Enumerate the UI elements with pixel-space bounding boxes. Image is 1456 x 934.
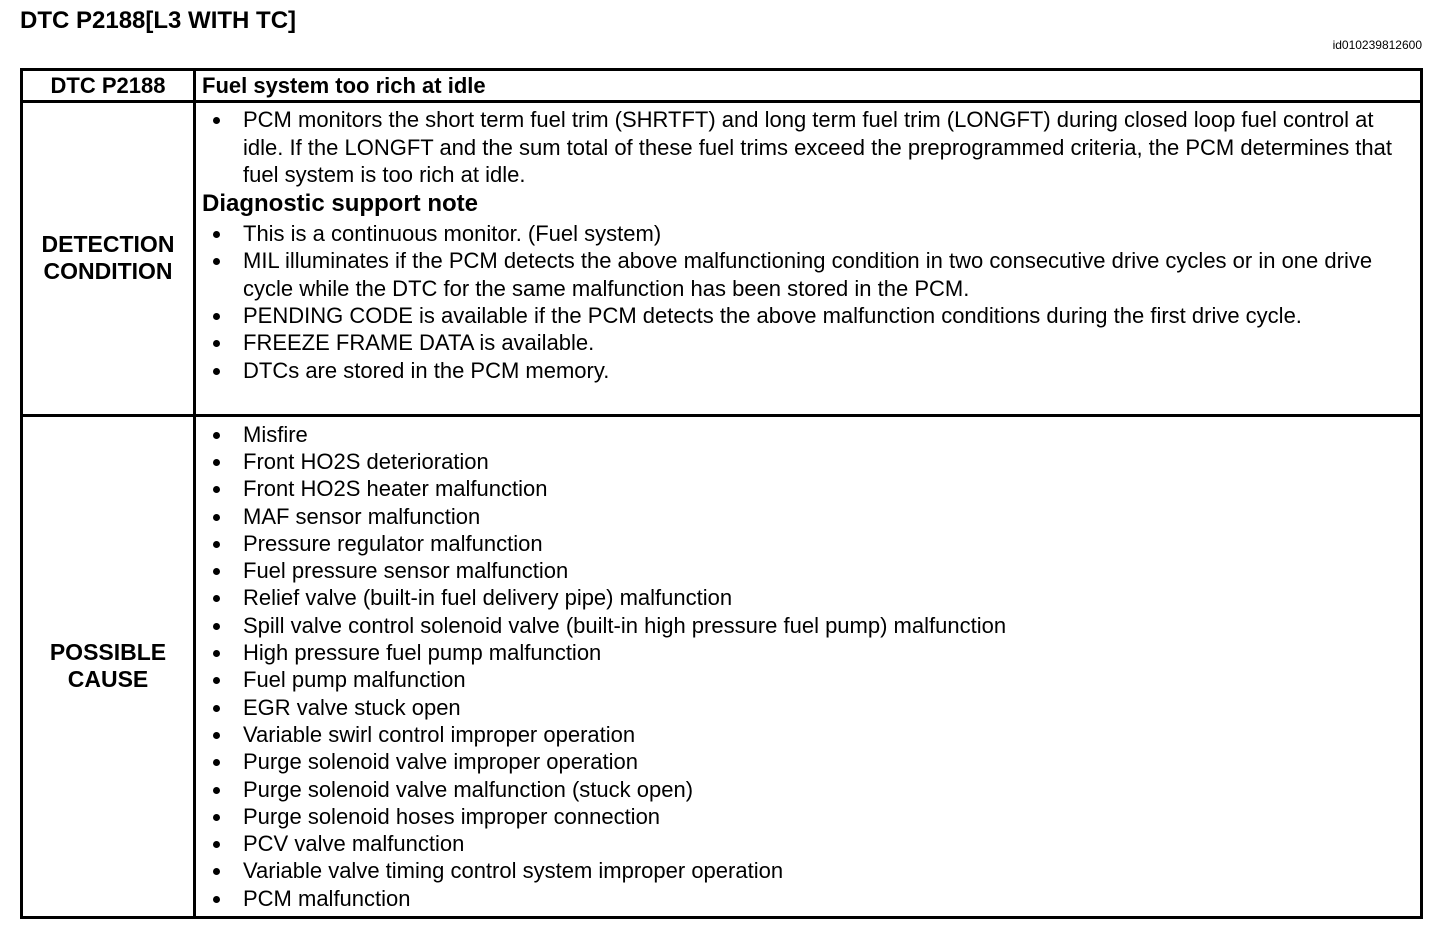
list-item: Purge solenoid hoses improper connection — [202, 803, 1408, 830]
list-item: Fuel pump malfunction — [202, 666, 1408, 693]
support-note-heading: Diagnostic support note — [202, 190, 478, 218]
list-item: DTCs are stored in the PCM memory. — [202, 357, 1408, 384]
list-item: PENDING CODE is available if the PCM detects the above malfunction conditions during the first drive cycle. — [202, 302, 1408, 329]
support-note-list — [202, 220, 1408, 384]
dtc-table — [20, 68, 1423, 919]
detection-label-line: CONDITION — [43, 258, 173, 285]
list-item: MAF sensor malfunction — [202, 503, 1408, 530]
detection-condition-row — [22, 102, 1422, 415]
possible-cause-label-line: POSSIBLE — [49, 639, 167, 666]
list-item: Relief valve (built-in fuel delivery pipe) malfunction — [202, 584, 1408, 611]
possible-cause-label-line: CAUSE — [67, 666, 149, 693]
list-item: MIL illuminates if the PCM detects the above malfunctioning condition in two consecutive drive cycles or in one drive cycle while the DTC for the same malfunction has been stored in the PCM. — [202, 247, 1408, 302]
list-item: Purge solenoid valve improper operation — [202, 748, 1408, 775]
list-item: PCV valve malfunction — [202, 830, 1408, 857]
list-item: Variable valve timing control system improper operation — [202, 857, 1408, 884]
dtc-description-cell: Fuel system too rich at idle — [195, 70, 1422, 102]
list-item: PCM malfunction — [202, 885, 1408, 912]
detection-condition-content — [195, 102, 1422, 415]
list-item: PCM monitors the short term fuel trim (SHRTFT) and long term fuel trim (LONGFT) during closed loop fuel control at idle. If the LONGFT and the sum total of these fuel trims exceed the preprogrammed criteria, the PCM determines that fuel system is too rich at idle. — [202, 106, 1408, 188]
list-item: EGR valve stuck open — [202, 694, 1408, 721]
possible-cause-list — [202, 421, 1408, 912]
list-item: Misfire — [202, 421, 1408, 448]
detection-label-line: DETECTION — [41, 231, 175, 258]
list-item: Pressure regulator malfunction — [202, 530, 1408, 557]
possible-cause-label — [22, 415, 195, 917]
detection-condition-label — [22, 102, 195, 415]
list-item: Purge solenoid valve malfunction (stuck open) — [202, 776, 1408, 803]
list-item: Front HO2S deterioration — [202, 448, 1408, 475]
possible-cause-content — [195, 415, 1422, 917]
document-id: id010239812600 — [1332, 38, 1422, 52]
possible-cause-row — [22, 415, 1422, 917]
list-item: This is a continuous monitor. (Fuel system) — [202, 220, 1408, 247]
list-item: Spill valve control solenoid valve (built-in high pressure fuel pump) malfunction — [202, 612, 1408, 639]
list-item: Fuel pressure sensor malfunction — [202, 557, 1408, 584]
list-item: High pressure fuel pump malfunction — [202, 639, 1408, 666]
list-item: FREEZE FRAME DATA is available. — [202, 329, 1408, 356]
dtc-code-cell: DTC P2188 — [22, 70, 195, 102]
list-item: Variable swirl control improper operation — [202, 721, 1408, 748]
detection-intro-list — [202, 106, 1408, 188]
table-header-row — [22, 70, 1422, 102]
list-item: Front HO2S heater malfunction — [202, 475, 1408, 502]
document-title: DTC P2188[L3 WITH TC] — [20, 7, 297, 34]
